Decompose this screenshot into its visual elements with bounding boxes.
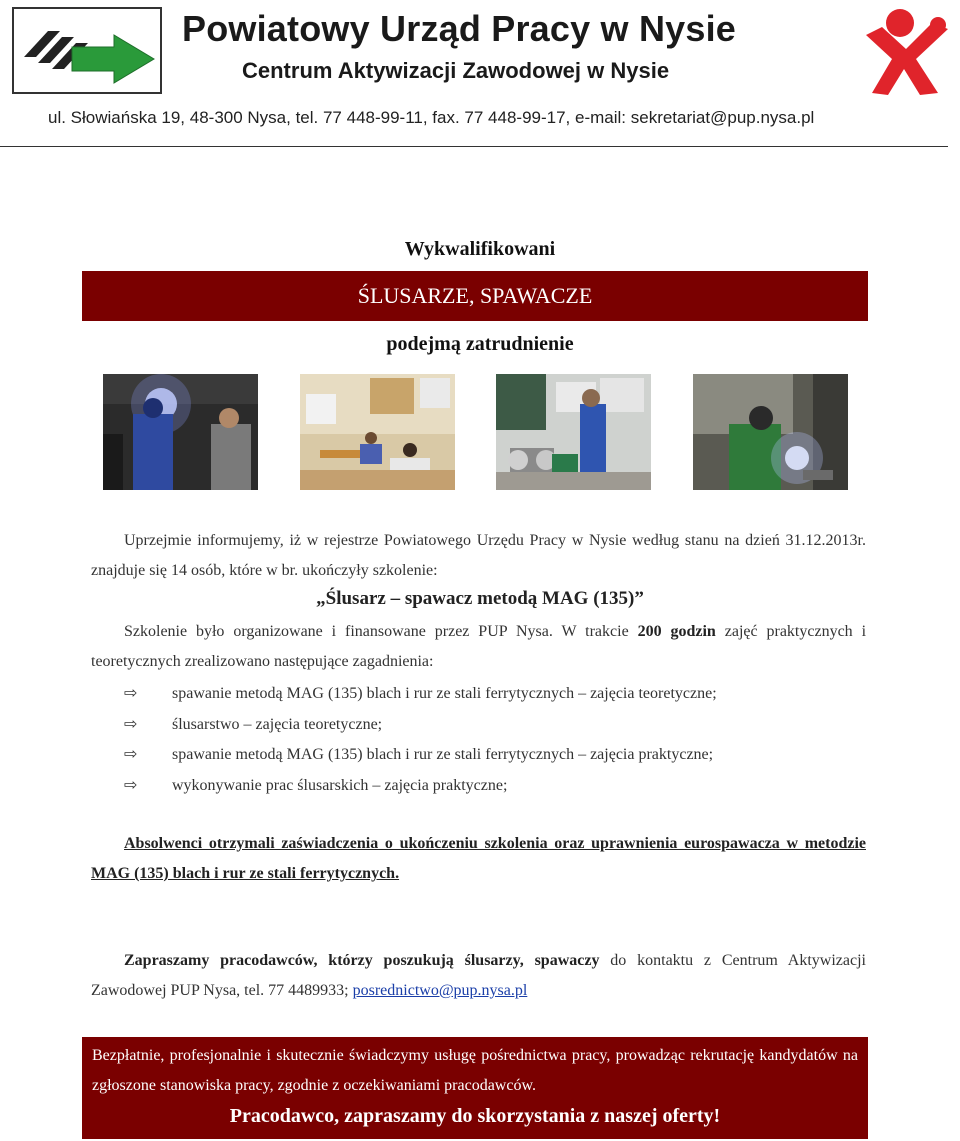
office-subtitle: Centrum Aktywizacji Zawodowej w Nysie <box>242 58 670 83</box>
invitation-bold: Zapraszamy pracodawców, którzy poszukują ślusarzy, spawaczy <box>124 952 600 969</box>
organization-text-a: Szkolenie było organizowane i finansowane przez PUP Nysa. W trakcie <box>124 623 638 640</box>
welding-photo <box>103 374 258 490</box>
workshop-grinder-photo <box>496 374 651 490</box>
classroom-photo <box>300 374 455 490</box>
headline-post: podejmą zatrudnienie <box>386 333 574 355</box>
contact-email-link[interactable]: posrednictwo@pup.nysa.pl <box>352 982 528 999</box>
double-arrow-icon: ⇨ <box>124 775 138 794</box>
welder-green-photo <box>693 374 848 490</box>
footer-text: Bezpłatnie, profesjonalnie i skutecznie świadczymy usługę pośrednictwa pracy, prowadząc rekrutację kandydatów na zgłoszone stanowiska pracy, zgodnie z oczekiwaniami pracodawców. <box>92 1047 858 1094</box>
office-title: Powiatowy Urząd Pracy w Nysie <box>182 8 737 49</box>
topic-text: ślusarstwo – zajęcia teoretyczne; <box>172 716 383 733</box>
topic-text: spawanie metodą MAG (135) blach i rur ze stali ferrytycznych – zajęcia teoretyczne; <box>172 685 717 702</box>
graduates-text: Absolwenci otrzymali zaświadczenia o ukończeniu szkolenia oraz uprawnienia eurospawacza w metodzie MAG (135) blach i rur ze stali ferrytycznych. <box>91 835 866 882</box>
course-title: „Ślusarz – spawacz metodą MAG (135)” <box>316 588 644 609</box>
topic-item <box>124 775 864 795</box>
double-arrow-icon: ⇨ <box>124 714 138 733</box>
pup-logo <box>12 7 162 94</box>
arrow-logo-icon <box>14 9 160 92</box>
double-arrow-icon: ⇨ <box>124 744 138 763</box>
topic-item <box>124 744 864 764</box>
intro-paragraph <box>91 526 866 586</box>
topic-text: spawanie metodą MAG (135) blach i rur ze stali ferrytycznych – zajęcia praktyczne; <box>172 746 714 763</box>
header-divider <box>0 146 948 147</box>
headline-banner: ŚLUSARZE, SPAWACZE <box>82 271 868 321</box>
training-hours: 200 godzin <box>637 623 716 640</box>
red-person-mark-icon <box>858 5 956 97</box>
organization-paragraph <box>91 617 866 677</box>
footer-call-to-action: Pracodawco, zapraszamy do skorzystania z naszej oferty! <box>229 1105 721 1127</box>
organization-text-b: zajęć praktycznych i teoretycznych zrealizowano następujące zagadnienia: <box>91 623 867 670</box>
headline-pre: Wykwalifikowani <box>404 238 556 260</box>
topic-text: wykonywanie prac ślusarskich – zajęcia praktyczne; <box>172 777 508 794</box>
topic-item <box>124 683 864 703</box>
office-address: ul. Słowiańska 19, 48-300 Nysa, tel. 77 448-99-11, fax. 77 448-99-17, e-mail: sekretariat@pup.nysa.pl <box>48 108 815 127</box>
double-arrow-icon: ⇨ <box>124 683 138 702</box>
graduates-paragraph <box>91 829 866 889</box>
topic-item <box>124 714 864 734</box>
invitation-text: do kontaktu z Centrum Aktywizacji Zawodowej PUP Nysa, tel. 77 4489933; <box>91 952 866 999</box>
footer-box <box>82 1037 868 1139</box>
intro-text: Uprzejmie informujemy, iż w rejestrze Powiatowego Urzędu Pracy w Nysie według stanu na dzień 31.12.2013r. znajduje się 14 osób, które w br. ukończyły szkolenie: <box>91 532 866 579</box>
invitation-paragraph <box>91 946 866 1006</box>
